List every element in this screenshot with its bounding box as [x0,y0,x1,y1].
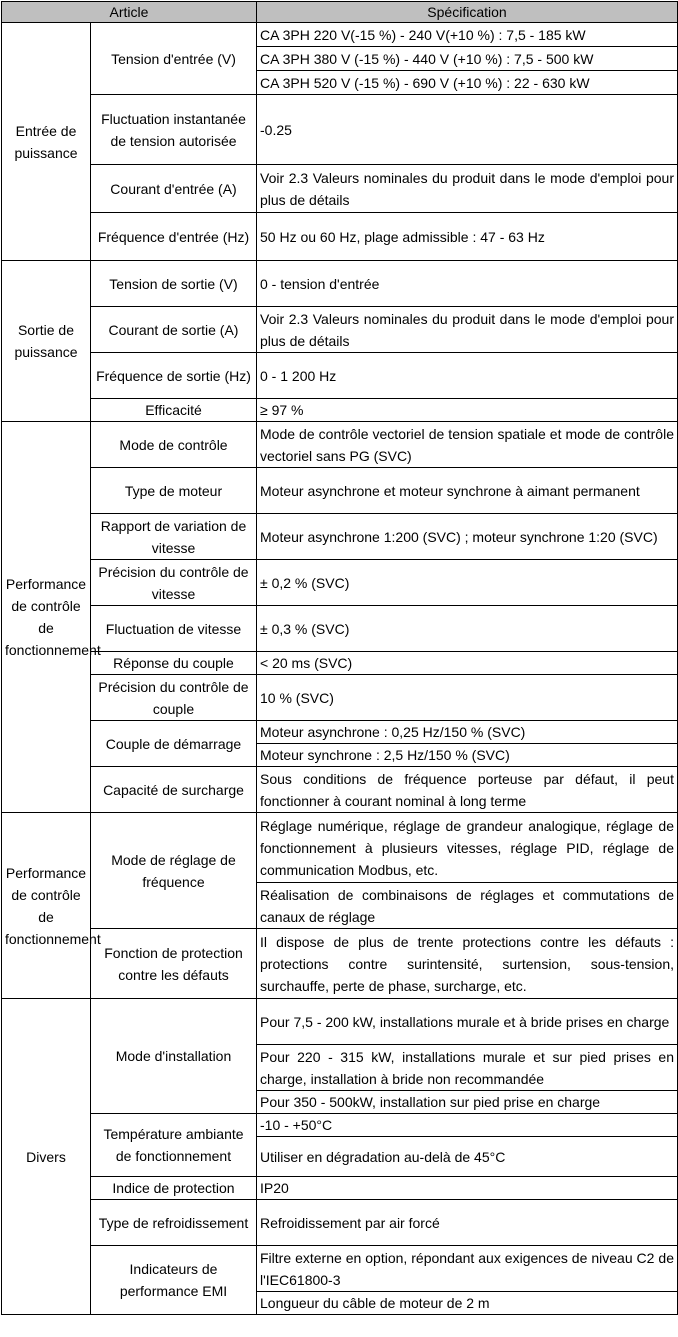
item-starting-torque: Couple de démarrage [91,721,257,767]
table-row [2,23,678,47]
value-ambient-temperature-derating: Utiliser en dégradation au-delà de 45°C [257,1137,678,1177]
item-voltage-fluctuation: Fluctuation instantanée de tension autorisée [91,95,257,165]
value-output-frequency: 0 - 1 200 Hz [257,353,678,399]
value-cooling-type: Refroidissement par air forcé [257,1200,678,1246]
value-input-frequency: 50 Hz ou 60 Hz, plage admissible : 47 - 63 Hz [257,213,678,261]
item-efficiency: Efficacité [91,399,257,422]
value-frequency-setting-2: Réalisation de combinaisons de réglages et commutations de canaux de réglage [257,883,678,929]
value-input-current: Voir 2.3 Valeurs nominales du produit dans le mode d'emploi pour plus de détails [257,165,678,213]
value-speed-fluctuation: ± 0,3 % (SVC) [257,606,678,652]
table-row [2,353,678,399]
value-voltage-fluctuation: -0.25 [257,95,678,165]
value-frequency-setting-1: Réglage numérique, réglage de grandeur analogique, réglage de fonctionnement à plusieurs vitesses, réglage PID, réglage de communication Modbus, etc. [257,813,678,883]
item-output-current: Courant de sortie (A) [91,307,257,353]
item-control-mode: Mode de contrôle [91,422,257,468]
category-control-performance: Performance de contrôle de fonctionnement [2,422,91,813]
table-row [2,813,678,883]
item-speed-ratio: Rapport de variation de vitesse [91,514,257,560]
category-power-input: Entrée de puissance [2,23,91,261]
value-ambient-temperature-range: -10 - +50°C [257,1114,678,1137]
table-row [2,560,678,606]
table-header-row [2,2,678,23]
value-motor-type: Moteur asynchrone et moteur synchrone à aimant permanent [257,468,678,514]
header-article: Article [2,2,257,23]
value-input-voltage-380: CA 3PH 380 V (-15 %) - 440 V (+10 %) : 7,5 - 500 kW [257,47,678,71]
item-input-current: Courant d'entrée (A) [91,165,257,213]
header-specification: Spécification [257,2,678,23]
category-misc: Divers [2,999,91,1315]
item-ambient-temperature: Température ambiante de fonctionnement [91,1114,257,1177]
table-row [2,514,678,560]
value-output-current: Voir 2.3 Valeurs nominales du produit dans le mode d'emploi pour plus de détails [257,307,678,353]
item-protection-rating: Indice de protection [91,1177,257,1200]
value-fault-protection: Il dispose de plus de trente protections contre les défauts : protections contre surintensité, surtension, sous-tension, surchauffe, perte de phase, surcharge, etc. [257,929,678,999]
table-row [2,422,678,468]
table-row [2,999,678,1045]
table-row [2,1177,678,1200]
table-row [2,929,678,999]
item-fault-protection: Fonction de protection contre les défauts [91,929,257,999]
value-efficiency: ≥ 97 % [257,399,678,422]
table-row [2,652,678,675]
value-installation-3: Pour 350 - 500kW, installation sur pied prise en charge [257,1091,678,1114]
specification-table [1,1,678,1315]
item-output-frequency: Fréquence de sortie (Hz) [91,353,257,399]
item-speed-fluctuation: Fluctuation de vitesse [91,606,257,652]
table-row [2,721,678,744]
value-speed-precision: ± 0,2 % (SVC) [257,560,678,606]
category-power-output: Sortie de puissance [2,261,91,422]
value-starting-torque-sync: Moteur synchrone : 2,5 Hz/150 % (SVC) [257,744,678,767]
item-installation-mode: Mode d'installation [91,999,257,1114]
table-row [2,213,678,261]
table-row [2,1246,678,1292]
table-row [2,468,678,514]
item-input-voltage: Tension d'entrée (V) [91,23,257,95]
item-speed-precision: Précision du contrôle de vitesse [91,560,257,606]
item-torque-response: Réponse du couple [91,652,257,675]
table-row [2,399,678,422]
table-row [2,606,678,652]
table-row [2,261,678,307]
table-row [2,1200,678,1246]
value-installation-2: Pour 220 - 315 kW, installations murale et sur pied prises en charge, installation à bride non recommandée [257,1045,678,1091]
value-torque-precision: 10 % (SVC) [257,675,678,721]
item-overload-capacity: Capacité de surcharge [91,767,257,813]
value-output-voltage: 0 - tension d'entrée [257,261,678,307]
value-control-mode: Mode de contrôle vectoriel de tension spatiale et mode de contrôle vectoriel sans PG (SVC) [257,422,678,468]
item-motor-type: Type de moteur [91,468,257,514]
table-row [2,95,678,165]
value-input-voltage-520: CA 3PH 520 V (-15 %) - 690 V (+10 %) : 22 - 630 kW [257,71,678,95]
value-starting-torque-async: Moteur asynchrone : 0,25 Hz/150 % (SVC) [257,721,678,744]
table-row [2,675,678,721]
value-speed-ratio: Moteur asynchrone 1:200 (SVC) ; moteur synchrone 1:20 (SVC) [257,514,678,560]
table-row [2,1114,678,1137]
value-emi-filter: Filtre externe en option, répondant aux exigences de niveau C2 de l'IEC61800-3 [257,1246,678,1292]
item-input-frequency: Fréquence d'entrée (Hz) [91,213,257,261]
category-control-performance-2: Performance de contrôle de fonctionnement [2,813,91,999]
value-torque-response: < 20 ms (SVC) [257,652,678,675]
value-protection-rating: IP20 [257,1177,678,1200]
item-emi-indicators: Indicateurs de performance EMI [91,1246,257,1315]
table-row [2,767,678,813]
value-input-voltage-220: CA 3PH 220 V(-15 %) - 240 V(+10 %) : 7,5 - 185 kW [257,23,678,47]
item-cooling-type: Type de refroidissement [91,1200,257,1246]
item-frequency-setting: Mode de réglage de fréquence [91,813,257,929]
table-row [2,165,678,213]
value-overload-capacity: Sous conditions de fréquence porteuse par défaut, il peut fonctionner à courant nominal à long terme [257,767,678,813]
item-torque-precision: Précision du contrôle de couple [91,675,257,721]
value-emi-cable-length: Longueur du câble de moteur de 2 m [257,1292,678,1315]
value-installation-1: Pour 7,5 - 200 kW, installations murale et à bride prises en charge [257,999,678,1045]
table-row [2,307,678,353]
item-output-voltage: Tension de sortie (V) [91,261,257,307]
